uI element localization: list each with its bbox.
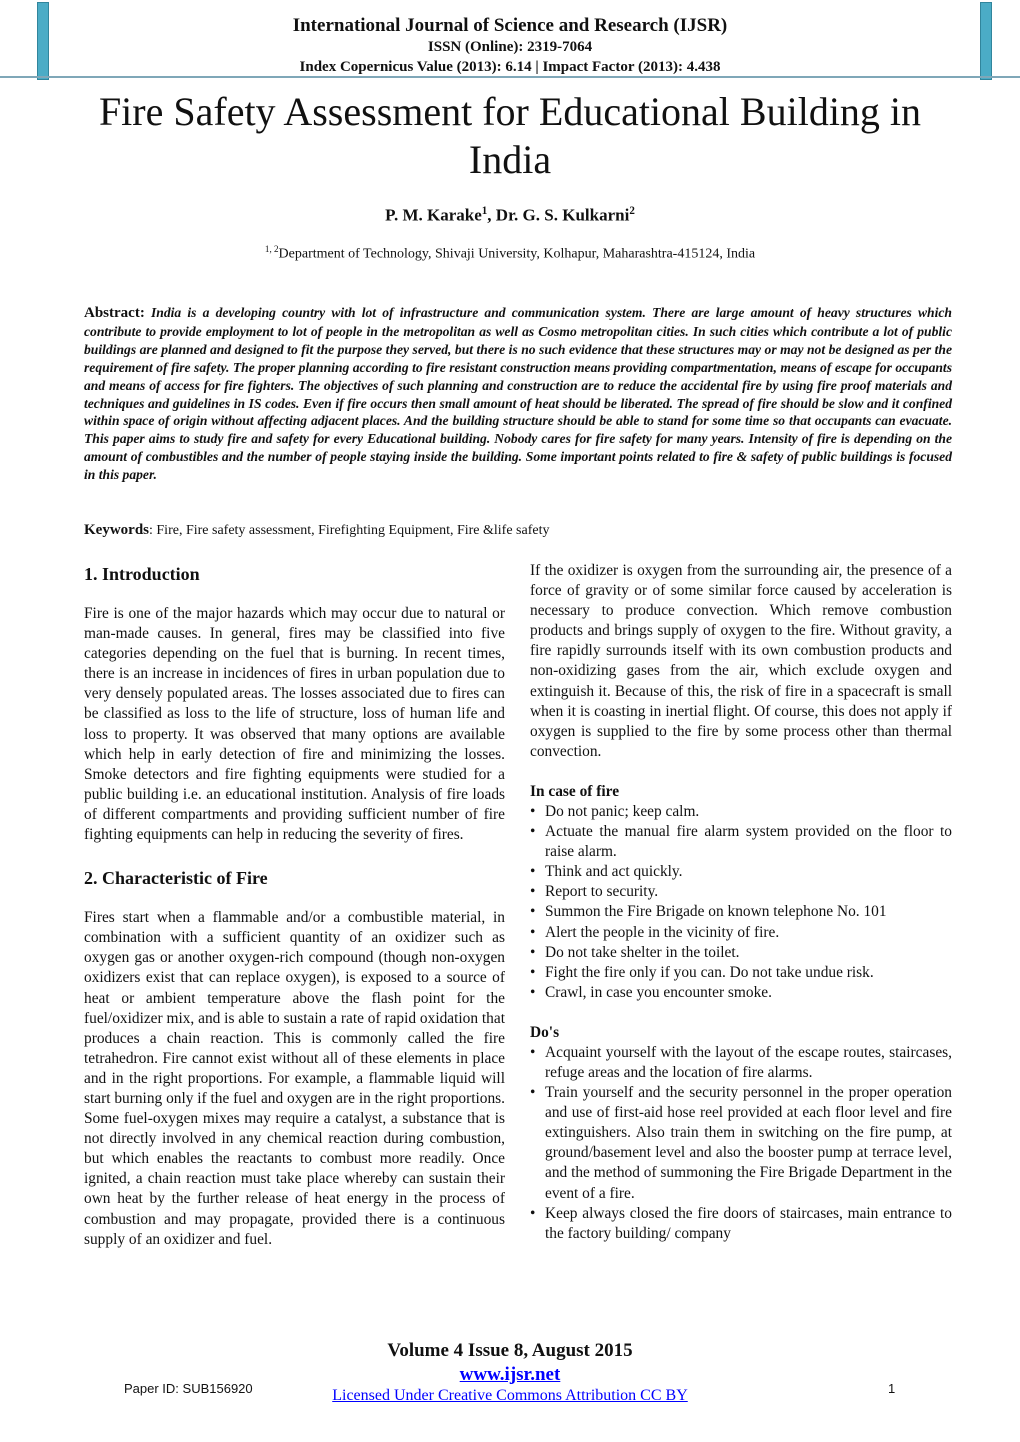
dos-heading: Do's (530, 1023, 560, 1041)
characteristic-body: Fires start when a flammable and/or a combustible material, in combination with a sufficient quantity of an oxidizer such as oxygen gas or another oxygen-rich compound (though non-oxygen oxidizers exist that can replace oxygen), is exposed to a source of heat or ambient temperature above the flash point for the fuel/oxidizer mix, and is able to sustain a rate of rapid oxidation that produces a chain reaction. This is commonly called the fire tetrahedron. Fire cannot exist without all of these elements in place and in the right proportions. For example, a flammable liquid will start burning only if the fuel and oxygen are in the right proportions. Some fuel-oxygen mixes may require a catalyst, a substance that is not directly involved in any chemical reaction during combustion, but which enables the reactants to combust more readily. Once ignited, a chain reaction must take place whereby can sustain their own heat by the further release of heat energy in the process of combustion and may propagate, provided there is a continuous supply of an oxidizer and fuel. (84, 909, 506, 1248)
list-item-text: Crawl, in case you encounter smoke. (545, 983, 772, 1001)
list-item (530, 923, 952, 943)
bullet-icon: • (530, 863, 536, 881)
abstract (84, 304, 952, 484)
footer-url-link[interactable]: www.ijsr.net (459, 1364, 561, 1385)
bullet-icon: • (530, 903, 536, 921)
list-item (530, 983, 952, 1003)
list-item-text: Acquaint yourself with the layout of the escape routes, staircases, refuge areas and the location of fire alarms. (545, 1043, 952, 1081)
bullet-icon: • (530, 802, 536, 820)
introduction-body: Fire is one of the major hazards which may occur due to natural or man-made causes. In general, fires may be classified into five categories depending on the fuel that is burning. In recent times, there is an increase in incidences of fires in urban population due to very densely populated areas. The losses associated due to fires can be classified as loss to the life of structure, loss of human life and loss to property. It was observed that many options are available which help in early detection of fire and minimizing the losses. Smoke detectors and fire fighting equipments were studied for a public building i.e. an educational institution. Analysis of fire loads of different compartments and providing sufficient number of fire fighting equipments can help in reducing the severity of fires. (84, 605, 505, 844)
index-values: Index Copernicus Value (2013): 6.14 | Impact Factor (2013): 4.438 (299, 59, 721, 75)
in-case-heading: In case of fire (530, 782, 620, 800)
affiliation-sup: 1, 2 (264, 244, 279, 254)
list-item-text: Alert the people in the vicinity of fire. (545, 923, 780, 941)
right-column (530, 561, 952, 1244)
abstract-label: Abstract: (84, 305, 145, 321)
bullet-icon: • (530, 1204, 536, 1222)
author-sep: , (487, 205, 496, 225)
author-2-sup: 2 (629, 205, 635, 217)
affiliation-text: Department of Technology, Shivaji University, Kolhapur, Maharashtra-415124, India (278, 246, 756, 262)
list-item (530, 902, 952, 922)
list-item-text: Do not panic; keep calm. (545, 802, 700, 820)
affiliation (0, 244, 1020, 263)
list-item (530, 963, 952, 983)
abstract-text: India is a developing country with lot of infrastructure and communication system. There are large amount of heavy structures which contribute to provide employment to lot of people in the metropolitan as well as Cosmo metropolitan cities. In such cities which contribute a lot of public buildings are planned and designed to fit the purpose they served, but there is no such evidence that these structures may or may not be designed as per the requirement of fire safety. The proper planning according to fire resistant construction means providing compartmentation, means of escape for occupants and means of access for fire fighters. The objectives of such planning and construction are to reduce the accidental fire by using fire proof materials and techniques and guidelines in IS codes. Even if fire occurs then small amount of heat should be liberated. The spread of fire should be slow and it confined within space of origin without affecting adjacent places. And the building structure should be able to stand for some time so that occupants can evacuate. This paper aims to study fire and safety for every Educational building. Nobody cares for fire safety for many years. Intensity of fire is depending on the amount of combustibles and the number of people staying inside the building. Some important points related to fire & safety of public buildings is focused in this paper. (84, 305, 952, 483)
bullet-icon: • (530, 1043, 536, 1061)
convection-paragraph: If the oxidizer is oxygen from the surrounding air, the presence of a force of gravity or of some similar force caused by acceleration is necessary to produce convection. Which remove combustion products and brings supply of oxygen to the fire. Without gravity, a fire rapidly surrounds itself with its own combustion products and non-oxidizing gases from the air, which exclude oxygen and extinguish it. Because of this, the risk of fire in a spacecraft is small when it is coasting in inertial flight. Of course, this does not apply if oxygen is supplied to the fire by some process other than thermal convection. (530, 562, 952, 760)
list-item-text: Think and act quickly. (545, 863, 683, 881)
list-item-text: Do not take shelter in the toilet. (545, 943, 740, 961)
list-item (530, 822, 952, 862)
list-item (530, 1043, 952, 1083)
author-2: Dr. G. S. Kulkarni (495, 205, 630, 225)
section-heading-characteristic: 2. Characteristic of Fire (84, 868, 268, 889)
in-case-list (530, 802, 952, 1003)
issn: ISSN (Online): 2319-7064 (427, 39, 593, 55)
author-1: P. M. Karake (385, 205, 482, 225)
bullet-icon: • (530, 1084, 536, 1102)
bullet-icon: • (530, 963, 536, 981)
keywords (84, 522, 549, 539)
list-item-text: Keep always closed the fire doors of staircases, main entrance to the factory building/ company (545, 1204, 952, 1242)
list-item (530, 802, 952, 822)
paper-id: Paper ID: SUB156920 (124, 1381, 253, 1396)
list-item (530, 943, 952, 963)
left-column (84, 562, 505, 1250)
header-rule (0, 76, 1020, 78)
author-1-sup: 1 (481, 205, 488, 217)
list-item-text: Report to security. (545, 883, 659, 901)
list-item (530, 862, 952, 882)
keywords-text: : Fire, Fire safety assessment, Firefighting Equipment, Fire &life safety (149, 523, 550, 538)
list-item-text: Train yourself and the security personnel in the proper operation and use of first-aid hose reel provided at each floor level and fire extinguishers. Also train them in switching on the fire pump, at ground/basement level and also the booster pump at terrace level, and the method of summoning the Fire Brigade Department in the event of a fire. (545, 1084, 952, 1202)
footer-license-link[interactable]: Licensed Under Creative Commons Attribution CC BY (332, 1387, 688, 1404)
list-item (530, 1204, 952, 1244)
journal-name: International Journal of Science and Research (IJSR) (292, 15, 728, 36)
list-item-text: Fight the fire only if you can. Do not take undue risk. (545, 963, 874, 981)
page-title: Fire Safety Assessment for Educational Building in India (98, 89, 922, 182)
bullet-icon: • (530, 923, 536, 941)
footer-volume: Volume 4 Issue 8, August 2015 (387, 1340, 633, 1361)
bullet-icon: • (530, 823, 536, 841)
authors (0, 205, 1020, 226)
list-item-text: Actuate the manual fire alarm system provided on the floor to raise alarm. (545, 823, 952, 861)
list-item (530, 1083, 952, 1204)
list-item-text: Summon the Fire Brigade on known telephone No. 101 (545, 903, 887, 921)
bullet-icon: • (530, 983, 536, 1001)
page-number: 1 (888, 1381, 896, 1396)
section-heading-introduction: 1. Introduction (84, 564, 200, 584)
keywords-label: Keywords (84, 522, 149, 538)
bullet-icon: • (530, 943, 536, 961)
bullet-icon: • (530, 883, 536, 901)
dos-list (530, 1043, 952, 1244)
list-item (530, 882, 952, 902)
